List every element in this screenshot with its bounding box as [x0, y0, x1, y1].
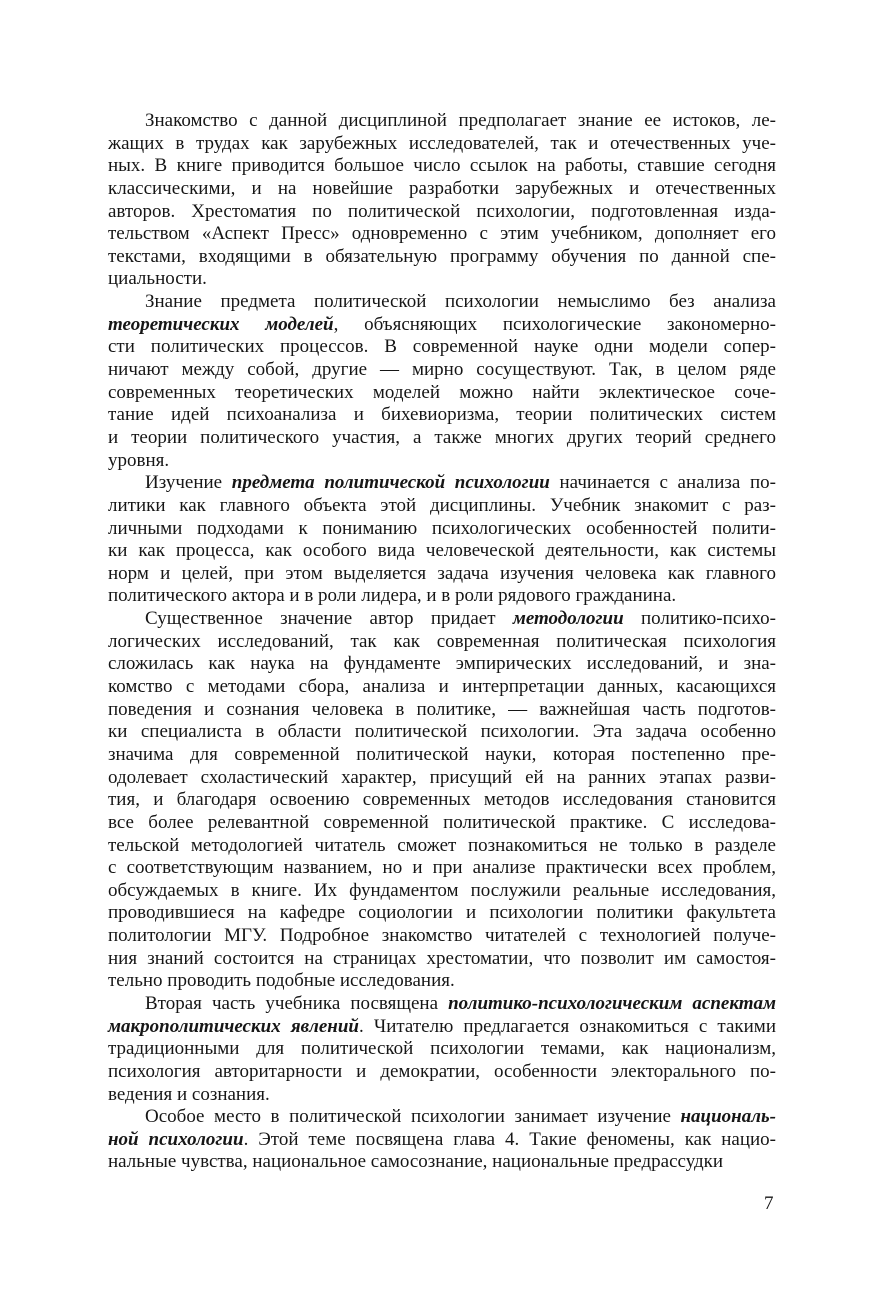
- emphasis: [108, 314, 334, 335]
- text-segment: и теории политического участия, а также многих других теорий среднего: [108, 426, 776, 448]
- text-line: [108, 993, 776, 1016]
- text-segment: ничают между собой, другие — мирно сосуществуют. Так, в целом ряде: [108, 359, 776, 381]
- body-text: [108, 110, 776, 1174]
- text-line: [108, 314, 776, 337]
- text-line: [108, 835, 776, 858]
- text-line: [108, 427, 776, 450]
- text-line: [108, 495, 776, 518]
- text-segment: Вторая часть учебника посвящена: [145, 992, 449, 1014]
- paragraph: [108, 472, 776, 608]
- text-segment: нальные чувства, национальное самосознание, национальные предрассудки: [108, 1151, 724, 1173]
- text-segment: , объясняющих психологические закономерно-: [333, 313, 776, 335]
- emphasized-term: методологии: [512, 608, 624, 630]
- text-segment: авторов. Хрестоматия по политической психологии, подготовленная изда-: [108, 200, 776, 222]
- text-segment: . Этой теме посвящена глава 4. Такие феномены, как нацио-: [243, 1128, 776, 1150]
- paragraph: [108, 608, 776, 993]
- text-line: [108, 268, 776, 291]
- text-segment: современных теоретических моделей можно найти эклектическое соче-: [108, 381, 776, 403]
- text-line: [108, 1106, 776, 1129]
- text-segment: классическими, и на новейшие разработки зарубежных и отечественных: [108, 177, 776, 199]
- text-segment: начинается с анализа по-: [549, 472, 776, 494]
- emphasis: [108, 1016, 359, 1037]
- text-segment: все более релевантной современной политической практике. С исследова-: [108, 811, 776, 833]
- text-line: [108, 1084, 776, 1107]
- emphasized-term: предмета политической психологии: [231, 472, 550, 494]
- text-line: [108, 948, 776, 971]
- text-segment: политического актора и в роли лидера, и в роли рядового гражданина.: [108, 585, 677, 607]
- text-line: [108, 880, 776, 903]
- text-segment: ния знаний состоится на страницах хрестоматии, что позволит им самостоя-: [108, 947, 776, 969]
- emphasized-term: теоретических моделей: [108, 313, 334, 335]
- emphasized-term: ной психологии: [108, 1128, 244, 1150]
- emphasis: [448, 993, 776, 1014]
- text-segment: психология авторитарности и демократии, особенности электорального по-: [108, 1060, 776, 1082]
- text-segment: Изучение: [145, 472, 232, 494]
- text-line: [108, 336, 776, 359]
- text-line: [108, 178, 776, 201]
- text-segment: тание идей психоанализа и бихевиоризма, теории политических систем: [108, 404, 776, 426]
- text-line: [108, 246, 776, 269]
- text-segment: тельством «Аспект Пресс» одновременно с этим учебником, дополняет его: [108, 223, 776, 245]
- text-line: [108, 382, 776, 405]
- text-line: [108, 767, 776, 790]
- text-line: [108, 404, 776, 427]
- text-line: [108, 1016, 776, 1039]
- emphasis: [232, 472, 550, 493]
- emphasis: [513, 608, 624, 629]
- text-line: [108, 133, 776, 156]
- text-segment: с соответствующим названием, но и при анализе практически всех проблем,: [108, 857, 776, 879]
- text-segment: комство с методами сбора, анализа и интерпретации данных, касающихся: [108, 676, 776, 698]
- text-line: [108, 450, 776, 473]
- paragraph: [108, 291, 776, 472]
- text-segment: циальности.: [108, 268, 207, 290]
- text-segment: тельно проводить подобные исследования.: [108, 970, 455, 992]
- emphasized-term: националь-: [680, 1106, 776, 1128]
- emphasized-term: политико-психологическим аспектам: [448, 992, 777, 1014]
- text-line: [108, 155, 776, 178]
- text-segment: Знание предмета политической психологии немыслимо без анализа: [145, 291, 776, 313]
- text-line: [108, 653, 776, 676]
- text-line: [108, 585, 776, 608]
- text-segment: ных. В книге приводится большое число ссылок на работы, ставшие сегодня: [108, 155, 776, 177]
- text-line: [108, 970, 776, 993]
- text-line: [108, 540, 776, 563]
- text-line: [108, 676, 776, 699]
- paragraph: [108, 110, 776, 291]
- text-segment: политологии МГУ. Подробное знакомство читателей с технологией получе-: [108, 925, 776, 947]
- text-segment: тельской методологией читатель сможет познакомиться не только в разделе: [108, 834, 776, 856]
- text-segment: ки специалиста в области политической психологии. Эта задача особенно: [108, 721, 776, 743]
- text-segment: Знакомство с данной дисциплиной предполагает знание ее истоков, ле-: [145, 110, 776, 131]
- text-segment: сложилась как наука на фундаменте эмпирических исследований, и зна-: [108, 653, 776, 675]
- text-line: [108, 223, 776, 246]
- text-line: [108, 110, 776, 133]
- text-line: [108, 699, 776, 722]
- text-segment: обсуждаемых в книге. Их фундаментом послужили реальные исследования,: [108, 879, 776, 901]
- paragraph: [108, 993, 776, 1106]
- text-segment: поведения и сознания человека в политике, — важнейшая часть подготов-: [108, 698, 776, 720]
- text-segment: норм и целей, при этом выделяется задача изучения человека как главного: [108, 562, 776, 584]
- page-number: 7: [764, 1193, 774, 1214]
- text-segment: текстами, входящими в обязательную программу обучения по данной спе-: [108, 245, 776, 267]
- text-segment: Существенное значение автор придает: [145, 608, 513, 630]
- text-line: [108, 359, 776, 382]
- text-segment: литики как главного объекта этой дисциплины. Учебник знакомит с раз-: [108, 494, 776, 516]
- text-segment: личными подходами к пониманию психологических особенностей полити-: [108, 517, 776, 539]
- text-segment: Особое место в политической психологии занимает изучение: [145, 1106, 681, 1128]
- text-segment: тия, и благодаря освоению современных методов исследования становится: [108, 789, 776, 811]
- text-segment: политико-психо-: [623, 608, 776, 630]
- text-segment: одолевает схоластический характер, присущий ей на ранних этапах разви-: [108, 766, 776, 788]
- text-line: [108, 563, 776, 586]
- text-line: [108, 812, 776, 835]
- emphasis: [108, 1129, 244, 1150]
- text-line: [108, 1129, 776, 1152]
- text-line: [108, 744, 776, 767]
- text-line: [108, 291, 776, 314]
- text-line: [108, 1061, 776, 1084]
- text-line: [108, 518, 776, 541]
- text-segment: уровня.: [108, 449, 170, 471]
- text-segment: значима для современной политической науки, которая постепенно пре-: [108, 743, 776, 765]
- text-line: [108, 789, 776, 812]
- text-line: [108, 472, 776, 495]
- text-line: [108, 631, 776, 654]
- text-segment: логических исследований, так как современная политическая психология: [108, 630, 776, 652]
- text-line: [108, 902, 776, 925]
- text-line: [108, 608, 776, 631]
- text-segment: ки как процесса, как особого вида человеческой деятельности, как системы: [108, 540, 776, 562]
- text-segment: ведения и сознания.: [108, 1083, 270, 1105]
- emphasis: [681, 1106, 777, 1127]
- text-segment: жащих в трудах как зарубежных исследователей, так и отечественных уче-: [108, 132, 776, 154]
- text-line: [108, 1151, 776, 1174]
- text-segment: сти политических процессов. В современной науке одни модели сопер-: [108, 336, 776, 358]
- paragraph: [108, 1106, 776, 1174]
- text-line: [108, 721, 776, 744]
- text-line: [108, 1038, 776, 1061]
- text-line: [108, 201, 776, 224]
- text-segment: традиционными для политической психологии темами, как национализм,: [108, 1038, 776, 1060]
- text-segment: . Читателю предлагается ознакомиться с такими: [358, 1015, 776, 1037]
- text-line: [108, 857, 776, 880]
- text-segment: проводившиеся на кафедре социологии и психологии политики факультета: [108, 902, 776, 924]
- text-line: [108, 925, 776, 948]
- emphasized-term: макрополитических явлений: [108, 1015, 359, 1037]
